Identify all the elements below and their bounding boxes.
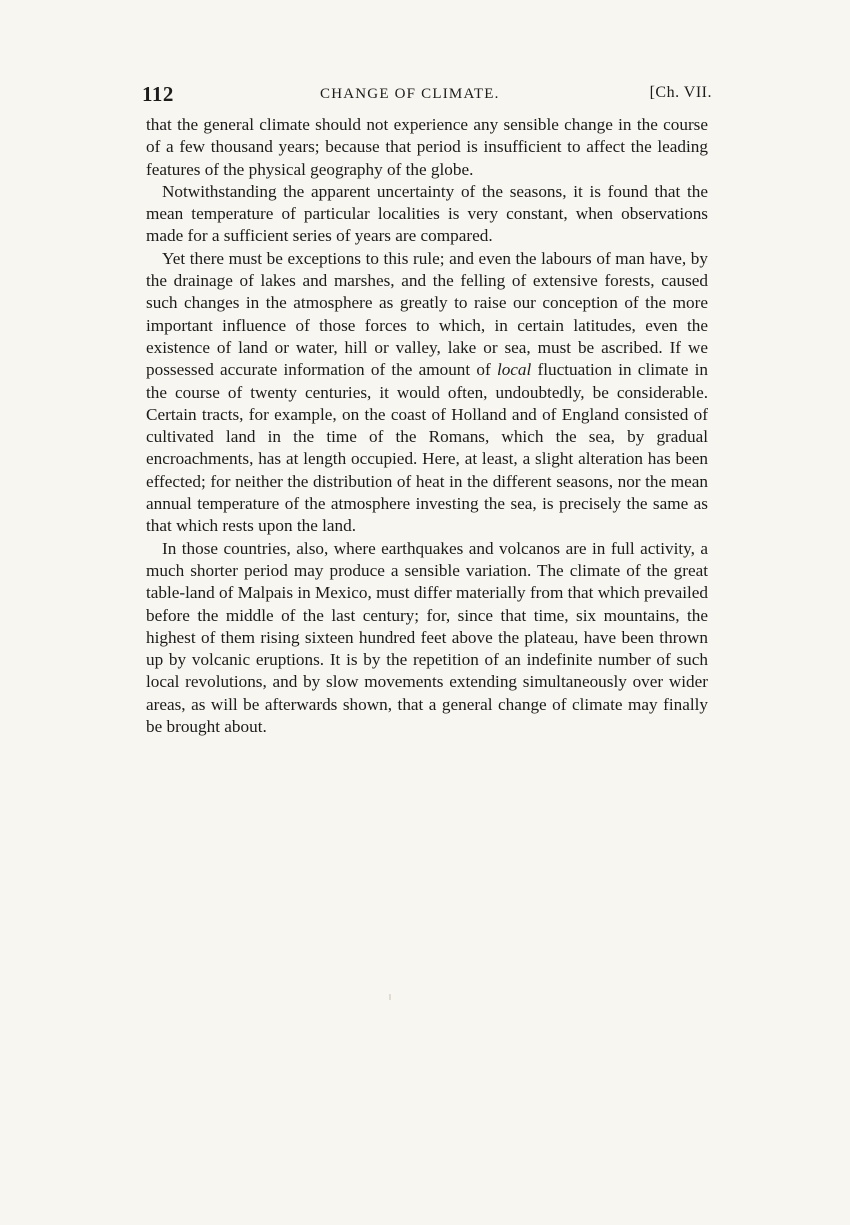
chapter-reference: [Ch. VII. [649, 84, 712, 101]
paragraph-2: Notwithstanding the apparent uncertainty of the seasons, it is found that the mean temperature of particular localities is very constant, when observations made for a sufficient series of years are compared. [146, 181, 708, 246]
paragraph-3 [146, 248, 708, 538]
paper-speck [389, 994, 391, 1000]
paragraph-1: that the general climate should not experience any sensible change in the course of a few thousand years; because that period is insufficient to affect the leading features of the physical geography of the globe. [146, 115, 708, 179]
paragraph-4: In those countries, also, where earthquakes and volcanos are in full activity, a much shorter period may produce a sensible variation. The climate of the great table-land of Malpais in Mexico, must differ materially from that which prevailed before the middle of the last century; for, since that time, six mountains, the highest of them rising sixteen hundred feet above the plateau, have been thrown up by volcanic eruptions. It is by the repetition of an indefinite number of such local revolutions, and by slow movements extending simultaneously over wider areas, as will be afterwards shown, that a general change of climate may finally be brought about. [146, 538, 708, 737]
page-number: 112 [142, 82, 174, 106]
paragraph-3-after: fluctuation in climate in the course of twenty centuries, it would often, undoubtedly, be considerable. Certain tracts, for example, on the coast of Holland and of England consisted of cultivated land in the time of the Romans, which the sea, by gradual encroachments, has at length occupied. Here, at least, a slight alteration has been effected; for neither the distribution of heat in the different seasons, nor the mean annual temperature of the atmosphere investing the sea, is precisely the same as that which rests upon the land. [146, 360, 708, 536]
emphasis-local: local [496, 360, 532, 380]
body-text [146, 114, 708, 738]
paragraph-3-before: Yet there must be exceptions to this rule; and even the labours of man have, by the drainage of lakes and marshes, and the felling of extensive forests, caused such changes in the atmosphere as greatly to raise our conception of the more important influence of those forces to which, in certain latitudes, even the existence of land or water, hill or valley, lake or sea, must be ascribed. If we possessed accurate information of the amount of [146, 248, 708, 380]
running-head: CHANGE OF CLIMATE. [320, 86, 500, 102]
page-header [142, 82, 712, 112]
